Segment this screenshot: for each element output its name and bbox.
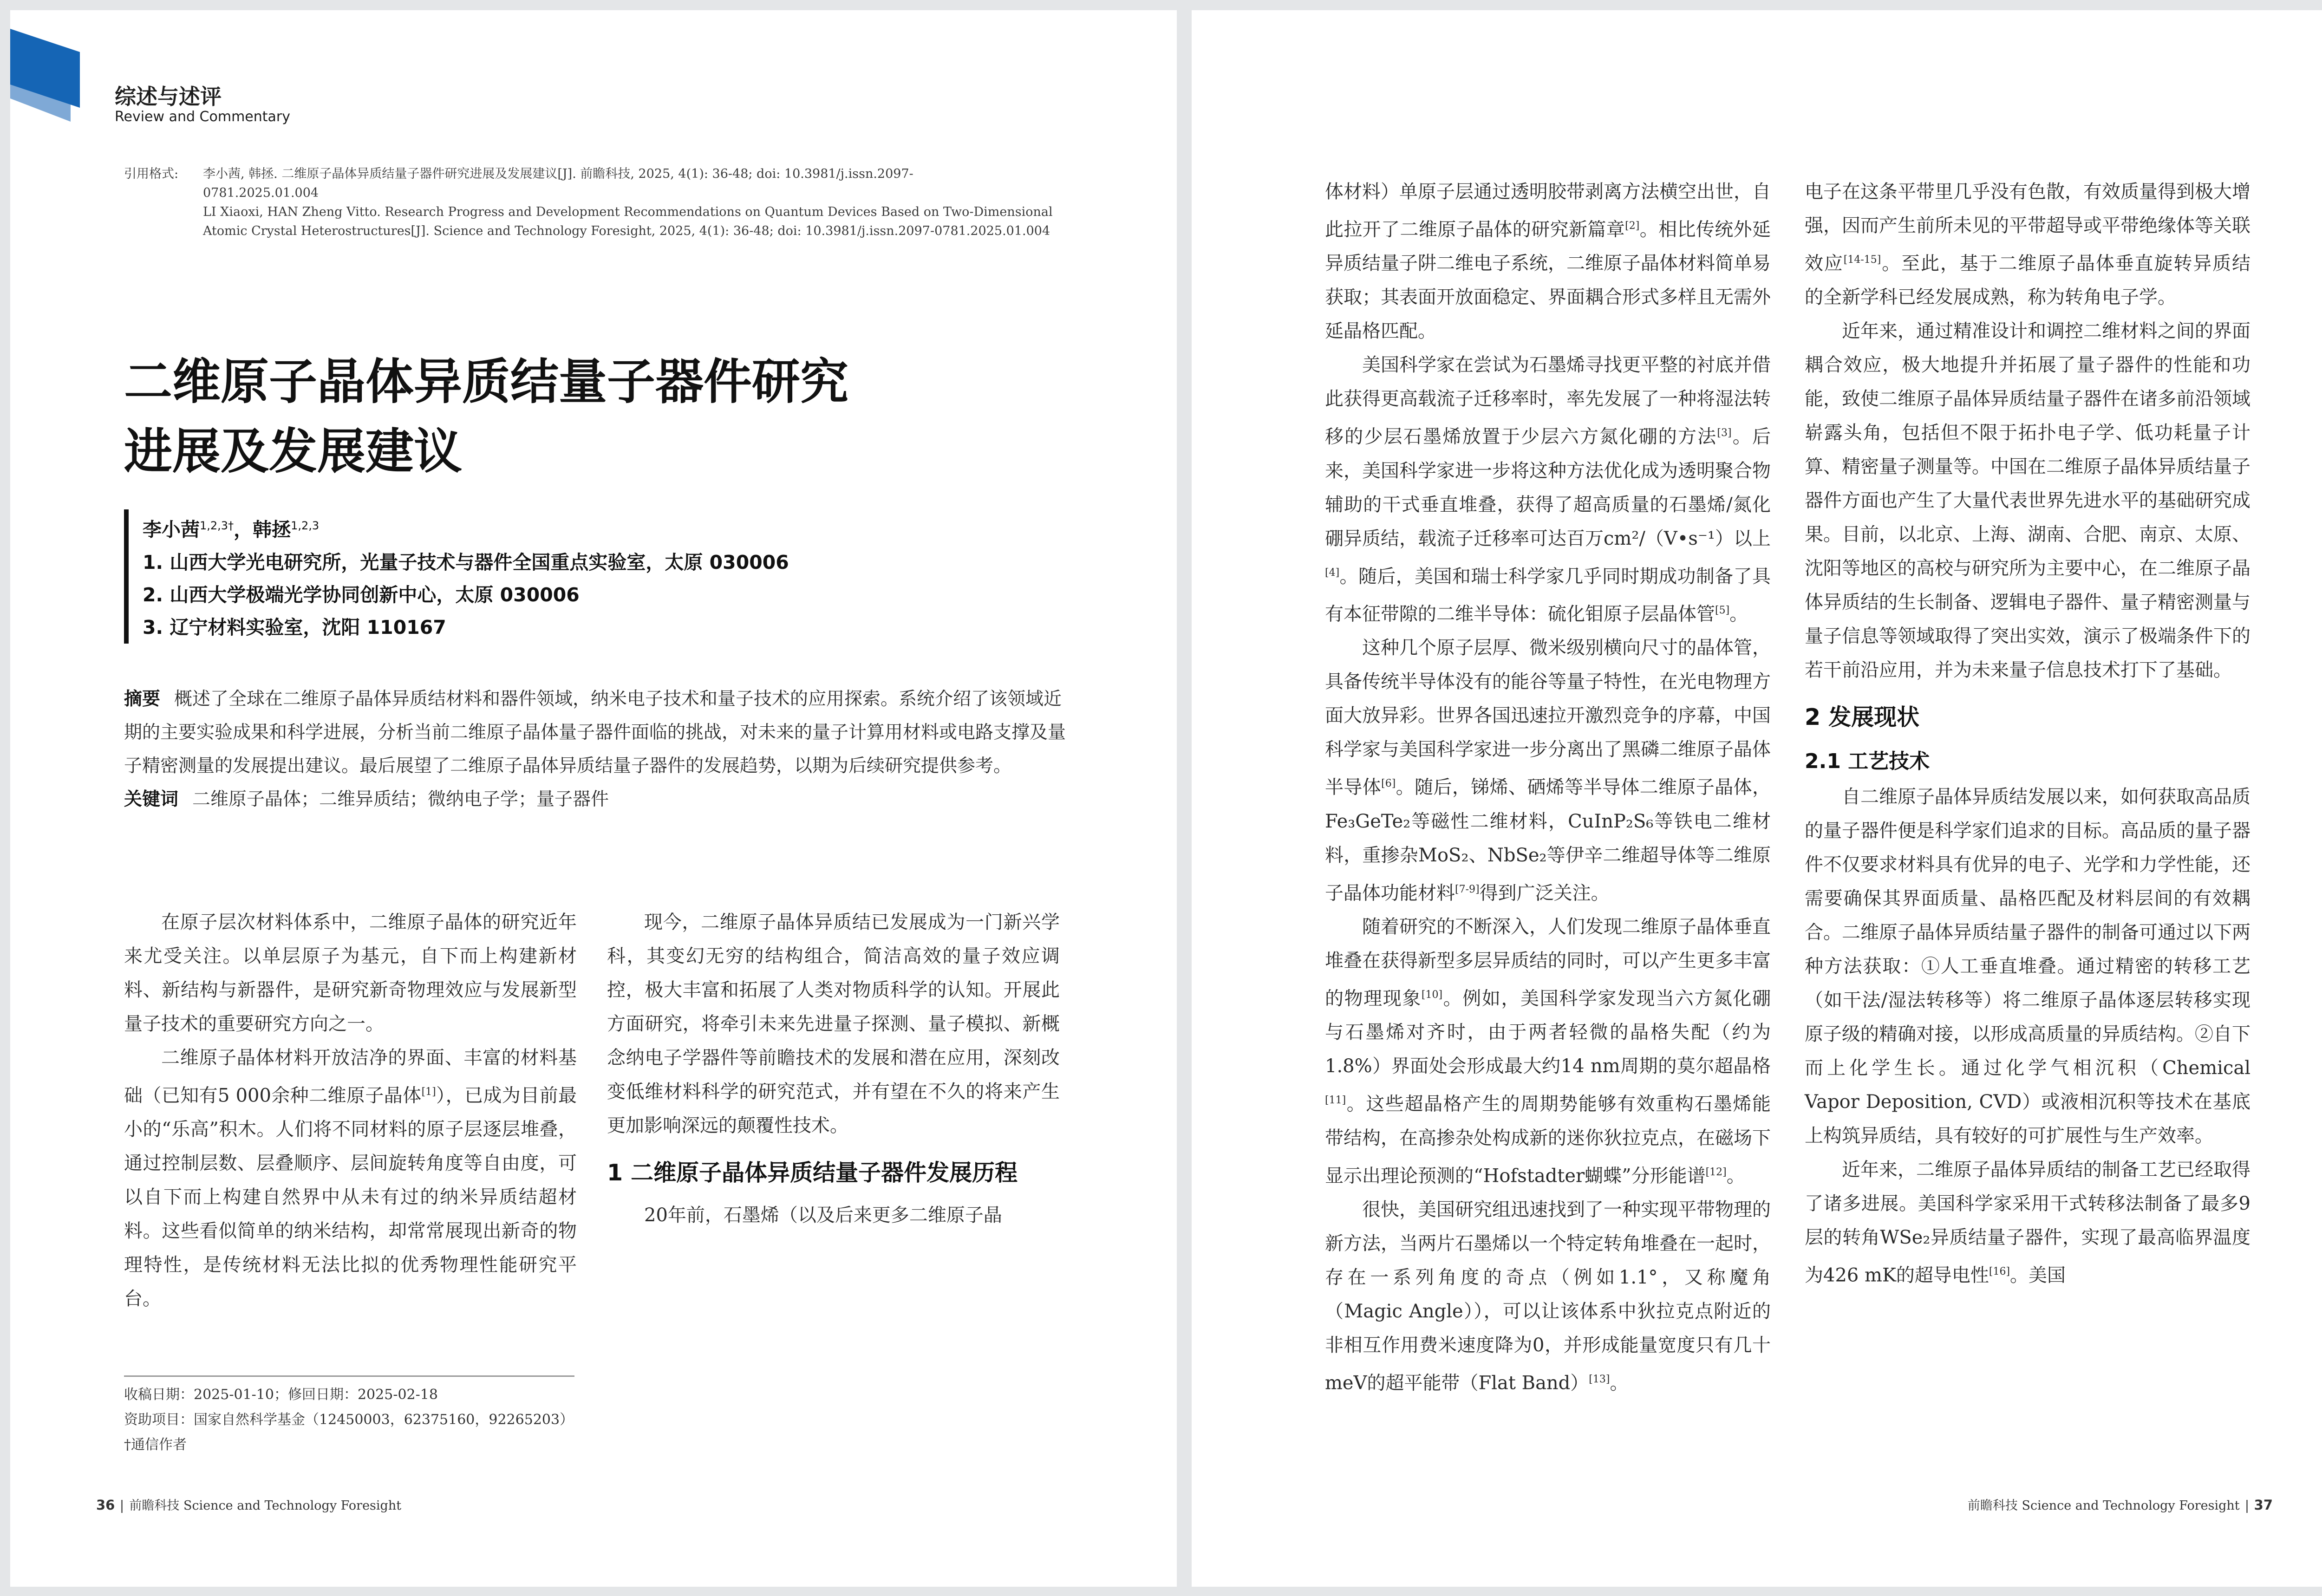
citation-line: 李小茜, 韩拯. 二维原子晶体异质结量子器件研究进展及发展建议[J]. 前瞻科技, 2025, 4(1): 36-48; doi: 10.3981/j.issn.2097- [203, 167, 913, 181]
paragraph: 近年来，通过精准设计和调控二维材料之间的界面耦合效应，极大地提升并拓展了量子器件的性能和功能，致使二维原子晶体异质结量子器件在诸多前沿领域崭露头角，包括但不限于拓扑电子学、低功耗量子计算、精密量子测量等。中国在二维原子晶体异质结量子器件方面也产生了大量代表世界先进水平的基础研究成果。目前，以北京、上海、湖南、合肥、南京、太原、沈阳等地区的高校与研究所为主要中心，在二维原子晶体异质结的生长制备、逻辑电子器件、量子精密测量与量子信息等领域取得了突出实效，演示了极端条件下的若干前沿应用，并为未来量子信息技术打下了基础。 [1805, 320, 2250, 681]
reference-mark: [16] [1989, 1266, 2010, 1278]
section-corner-graphic [10, 29, 80, 136]
keywords-text: 二维原子晶体；二维异质结；微纳电子学；量子器件 [192, 789, 609, 810]
title-line: 进展及发展建议 [124, 423, 463, 480]
page-footer [96, 1495, 401, 1513]
paragraph [1325, 631, 1771, 910]
author-name: 韩拯 [253, 518, 291, 541]
citation-line: Atomic Crystal Heterostructures[J]. Science and Technology Foresight, 2025, 4(1): 36-48; doi: 10.3981/j.issn.2097-0781.2025.01.004 [203, 224, 1050, 238]
body-column-4 [1805, 175, 2250, 1293]
footer-divider [121, 1500, 123, 1513]
reference-mark: [5] [1715, 604, 1730, 616]
text-run: 随着研究的不断深入，人们发现二维原子晶体垂直堆叠在获得新型多层异质结的同时，可以产生更多丰富的物理现象 [1325, 916, 1771, 1010]
text-run: 。至此，基于二维原子晶体垂直旋转异质结的全新学科已经发展成熟，称为转角电子学。 [1805, 253, 2251, 308]
reference-mark: [1] [421, 1086, 436, 1098]
affiliation: 3. 辽宁材料实验室，沈阳 110167 [143, 616, 446, 638]
author-affiliation-mark: 1,2,3† [200, 519, 234, 532]
text-run: 二维原子晶体材料开放洁净的界面、丰富的材料基础（已知有5 000余种二维原子晶体 [124, 1047, 577, 1107]
authors-block [124, 509, 789, 644]
footnote-divider [124, 1375, 574, 1377]
abstract-text: 概述了全球在二维原子晶体异质结材料和器件领域，纳米电子技术和量子技术的应用探索。系统介绍了该领域近期的主要实验成果和科学进展，分析当前二维原子晶体量子器件面临的挑战，对未来的量子计算用材料或电路支撑及量子精密测量的发展提出建议。最后展望了二维原子晶体异质结量子器件的发展趋势，以期为后续研究提供参考。 [124, 689, 1066, 776]
paragraph [1805, 1153, 2250, 1292]
text-run: 很快，美国研究组迅速找到了一种实现平带物理的新方法，当两片石墨烯以一个特定转角堆叠在一起时，存在一系列角度的奇点（例如1.1°，又称魔角（Magic Angle）），可以让该体系中狄拉克点附近的非相互作用费米速度降为0，并形成能量宽度只有几十meV的超平能带（Flat Band） [1325, 1199, 1771, 1394]
citation-label: 引用格式: [124, 167, 179, 181]
reference-mark: [2] [1625, 220, 1640, 232]
author-separator: ， [234, 518, 253, 541]
text-run: 。随后，锑烯、硒烯等半导体二维原子晶体，Fe₃GeTe₂等磁性二维材料，CuInP₂S₆等铁电二维材料，重掺杂MoS₂、NbSe₂等伊辛二维超导体等二维原子晶体功能材料 [1325, 776, 1771, 904]
paragraph [1805, 175, 2250, 314]
footnotes [124, 1382, 574, 1458]
left-page [10, 10, 1177, 1587]
title-line: 二维原子晶体异质结量子器件研究 [124, 353, 849, 410]
citation-line: 0781.2025.01.004 [203, 186, 319, 200]
affiliation: 1. 山西大学光电研究所，光量子技术与器件全国重点实验室，太原 030006 [143, 551, 789, 573]
footnote-funding: 资助项目：国家自然科学基金（12450003，62375160，92265203） [124, 1412, 574, 1428]
text-run: 。后来，美国科学家进一步将这种方法优化成为透明聚合物辅助的干式垂直堆叠，获得了超高质量的石墨烯/氮化硼异质结，载流子迁移率可达百万cm²/（V•s⁻¹）以上 [1325, 426, 1771, 549]
paragraph: 现今，二维原子晶体异质结已发展成为一门新兴学科，其变幻无穷的结构组合，简洁高效的量子效应调控，极大丰富和拓展了人类对物质科学的认知。开展此方面研究，将牵引未来先进量子探测、量子模拟、新概念纳电子学器件等前瞻技术的发展和潜在应用，深刻改变低维材料科学的研究范式，并有望在不久的将来产生更加影响深远的颠覆性技术。 [607, 912, 1060, 1136]
text-run: 得到广泛关注。 [1479, 882, 1610, 904]
author-line [143, 509, 789, 546]
author-affiliation-mark: 1,2,3 [291, 519, 320, 532]
text-run: 美国科学家在尝试为石墨烯寻找更平整的衬底并借此获得更高载流子迁移率时，率先发展了一种将湿法转移的少层石墨烯放置于少层六方氮化硼的方法 [1325, 354, 1771, 448]
reference-mark: [11] [1325, 1094, 1346, 1107]
footnote-dates: 收稿日期：2025-01-10；修回日期：2025-02-18 [124, 1387, 438, 1403]
text-run: 。相比传统外延异质结量子阱二维电子系统，二维原子晶体材料简单易获取；其表面开放面稳定、界面耦合形式多样且无需外延晶格匹配。 [1325, 219, 1771, 342]
text-run: 。美国 [2010, 1264, 2066, 1286]
journal-name: 前瞻科技 Science and Technology Foresight [1967, 1498, 2240, 1513]
affiliation: 2. 山西大学极端光学协同创新中心，太原 030006 [143, 583, 580, 606]
page-footer [1968, 1495, 2273, 1513]
paragraph [124, 1041, 577, 1316]
footer-divider [2246, 1500, 2248, 1513]
reference-mark: [14-15] [1843, 254, 1881, 266]
section-heading: 2 发展现状 [1805, 704, 1920, 731]
reference-mark: [7-9] [1455, 883, 1480, 895]
text-run: 体材料）单原子层通过透明胶带剥离方法横空出世，自此拉开了二维原子晶体的研究新篇章 [1325, 181, 1771, 241]
text-run: 电子在这条平带里几乎没有色散，有效质量得到极大增强，因而产生前所未见的平带超导或平带绝缘体等关联效应 [1805, 181, 2250, 274]
text-run: 。 [1729, 603, 1748, 625]
paragraph [1325, 348, 1771, 631]
reference-mark: [6] [1381, 778, 1396, 790]
paragraph: 20年前，石墨烯（以及后来更多二维原子晶 [644, 1205, 1002, 1226]
reference-mark: [10] [1421, 989, 1443, 1001]
paragraph: 在原子层次材料体系中，二维原子晶体的研究近年来尤受关注。以单层原子为基元，自下而上构建新材料、新结构与新器件，是研究新奇物理效应与发展新型量子技术的重要研究方向之一。 [124, 912, 577, 1035]
paragraph [1325, 175, 1771, 348]
text-run: 。 [1726, 1165, 1745, 1186]
abstract-label: 摘要 [124, 689, 161, 710]
body-column-3 [1325, 175, 1771, 1400]
page-number: 36 [96, 1497, 115, 1513]
subsection-heading: 2.1 工艺技术 [1805, 749, 1930, 774]
paragraph: 自二维原子晶体异质结发展以来，如何获取高品质的量子器件便是科学家们追求的目标。高品质的量子器件不仅要求材料具有优异的电子、光学和力学性能，还需要确保其界面质量、晶格匹配及材料层间的有效耦合。二维原子晶体异质结量子器件的制备可通过以下两种方法获取：①人工垂直堆叠。通过精密的转移工艺（如干法/湿法转移等）将二维原子晶体逐层转移实现原子级的精确对接，以形成高质量的异质结构。②自下而上化学生长。通过化学气相沉积（Chemical Vapor Deposition, CVD）或液相沉积等技术在基底上构筑异质结，具有较好的可扩展性与生产效率。 [1805, 786, 2250, 1147]
reference-mark: [12] [1705, 1166, 1727, 1178]
text-run: 。这些超晶格产生的周期势能够有效重构石墨烯能带结构，在高掺杂处构成新的迷你狄拉克点，在磁场下显示出理论预测的“Hofstadter蝴蝶”分形能谱 [1325, 1093, 1771, 1186]
article-title [124, 347, 1099, 486]
body-column-2 [607, 905, 1060, 1232]
journal-name: 前瞻科技 Science and Technology Foresight [129, 1498, 402, 1513]
text-run: 这种几个原子层厚、微米级别横向尺寸的晶体管，具备传统半导体没有的能谷等量子特性，在光电物理方面大放异彩。世界各国迅速拉开激烈竞争的序幕，中国科学家与美国科学家进一步分离出了黑磷二维原子晶体半导体 [1325, 637, 1771, 798]
body-column-1 [124, 905, 577, 1316]
text-run: 。例如，美国科学家发现当六方氮化硼与石墨烯对齐时，由于两者轻微的晶格失配（约为1.8%）界面处会形成最大约14 nm周期的莫尔超晶格 [1325, 988, 1771, 1077]
abstract-block [124, 683, 1067, 816]
citation-block [124, 164, 1067, 241]
citation-line: LI Xiaoxi, HAN Zheng Vitto. Research Progress and Development Recommendations on Quantum Devices Based on Two-Dimensional [203, 205, 1053, 219]
reference-mark: [13] [1589, 1373, 1610, 1385]
footnote-corresponding: †通信作者 [124, 1437, 187, 1453]
page-number: 37 [2254, 1497, 2273, 1513]
text-run: 近年来，二维原子晶体异质结的制备工艺已经取得了诸多进展。美国科学家采用干式转移法制备了最多9层的转角WSe₂异质结量子器件，实现了最高临界温度为426 mK的超导电性 [1805, 1159, 2250, 1286]
paragraph [1325, 1193, 1771, 1400]
text-run: 。随后，美国和瑞士科学家几乎同时期成功制备了具有本征带隙的二维半导体：硫化钼原子层晶体管 [1325, 565, 1771, 625]
section-heading: 1 二维原子晶体异质结量子器件发展历程 [607, 1160, 1018, 1186]
reference-mark: [3] [1717, 427, 1732, 439]
paragraph [1325, 910, 1771, 1193]
right-page [1192, 10, 2322, 1587]
text-run: ），已成为目前最小的“乐高”积木。人们将不同材料的原子层逐层堆叠，通过控制层数、层叠顺序、层间旋转角度等自由度，可以自下而上构建自然界中从未有过的纳米异质结超材料。这些看似简单的纳米结构，却常常展现出新奇的物理特性，是传统材料无法比拟的优秀物理性能研究平台。 [124, 1085, 577, 1310]
section-title-en: Review and Commentary [115, 109, 291, 125]
reference-mark: [4] [1325, 567, 1340, 579]
text-run: 。 [1610, 1372, 1629, 1394]
keywords-label: 关键词 [124, 789, 179, 810]
section-title-cn: 综述与述评 [115, 84, 222, 109]
author-name: 李小茜 [143, 518, 200, 541]
